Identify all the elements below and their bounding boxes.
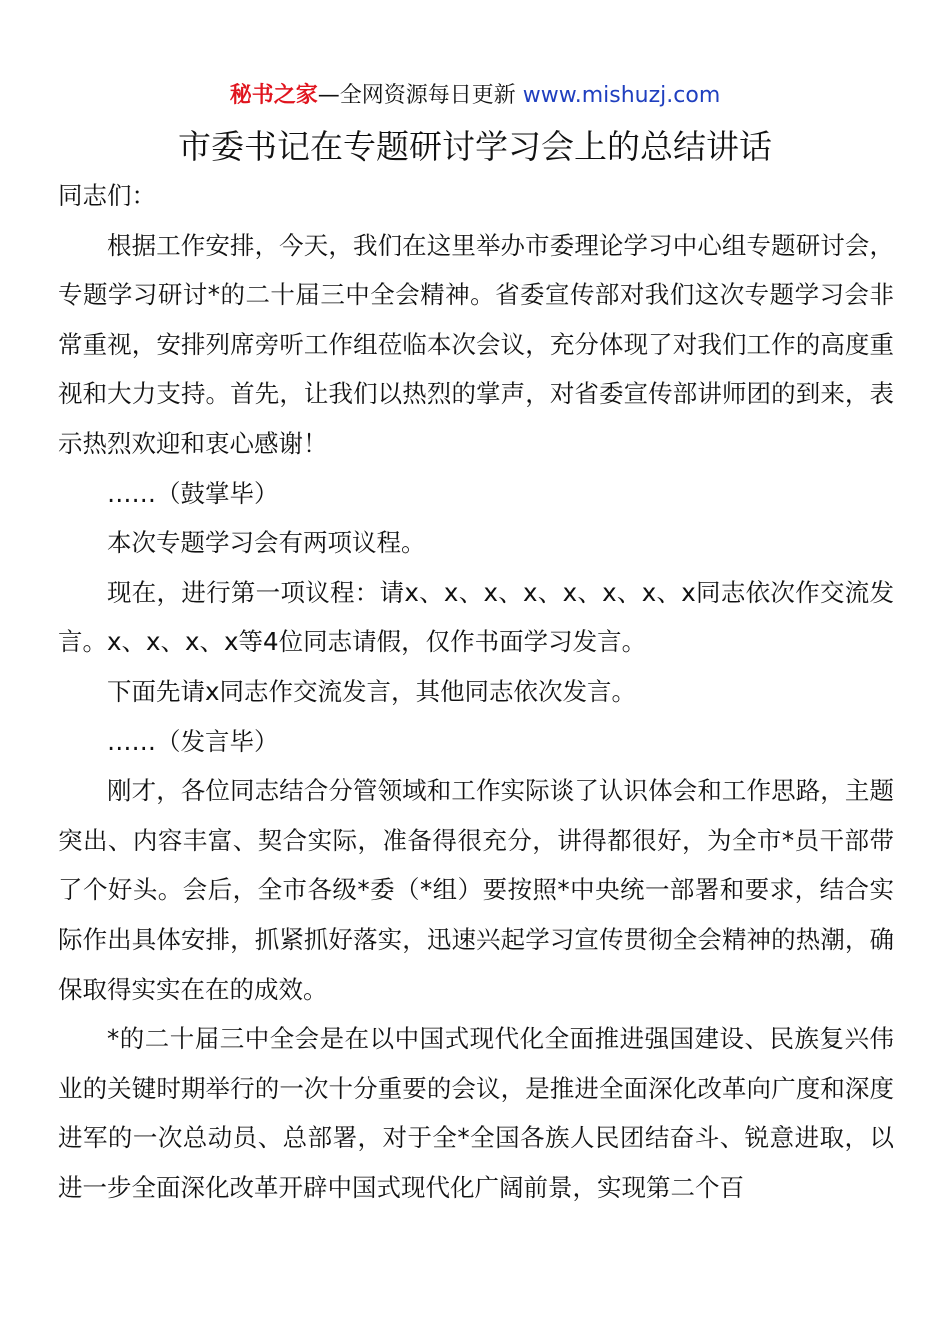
body-paragraph: 根据工作安排，今天，我们在这里举办市委理论学习中心组专题研讨会，专题学习研讨*的二十届三中全会精神。省委宣传部对我们这次专题学习会非常重视，安排列席旁听工作组莅临本次会议，充分体现了对我们工作的高度重视和大力支持。首先，让我们以热烈的掌声，对省委宣传部讲师团的到来，表示热烈欢迎和衷心感谢！: [58, 230, 894, 458]
body-paragraph: 刚才，各位同志结合分管领域和工作实际谈了认识体会和工作思路，主题突出、内容丰富、契合实际，准备得很充分，讲得都很好，为全市*员干部带了个好头。会后，全市各级*委（*组）要按照*中央统一部署和要求，结合实际作出具体安排，抓紧抓好落实，迅速兴起学习宣传贯彻全会精神的热潮，确保取得实实在在的成效。: [58, 776, 894, 1004]
salutation: 同志们：: [58, 181, 156, 210]
body-paragraph: 本次专题学习会有两项议程。: [107, 528, 426, 558]
header-tagline: —全网资源每日更新: [317, 83, 516, 108]
document-title: 市委书记在专题研讨学习会上的总结讲话: [178, 127, 772, 166]
body-paragraph: 现在，进行第一项议程：请x、x、x、x、x、x、x、x同志依次作交流发言。x、x、x、x等4位同志请假，仅作书面学习发言。: [58, 577, 894, 657]
body-paragraph: 下面先请x同志作交流发言，其他同志依次发言。: [107, 676, 636, 706]
body-paragraph: ……（鼓掌毕）: [107, 478, 279, 508]
body-paragraph: ……（发言毕）: [107, 726, 279, 756]
brand-name: 秘书之家: [229, 83, 318, 108]
body-paragraph: *的二十届三中全会是在以中国式现代化全面推进强国建设、民族复兴伟业的关键时期举行的一次十分重要的会议，是推进全面深化改革向广度和深度进军的一次总动员、总部署，对于全*全国各族人民团结奋斗、锐意进取，以进一步全面深化改革开辟中国式现代化广阔前景，实现第二个百: [58, 1024, 894, 1202]
site-url-link[interactable]: www.mishuzj.com: [522, 83, 721, 108]
site-header: [0, 80, 950, 112]
document-body: [58, 171, 894, 1212]
